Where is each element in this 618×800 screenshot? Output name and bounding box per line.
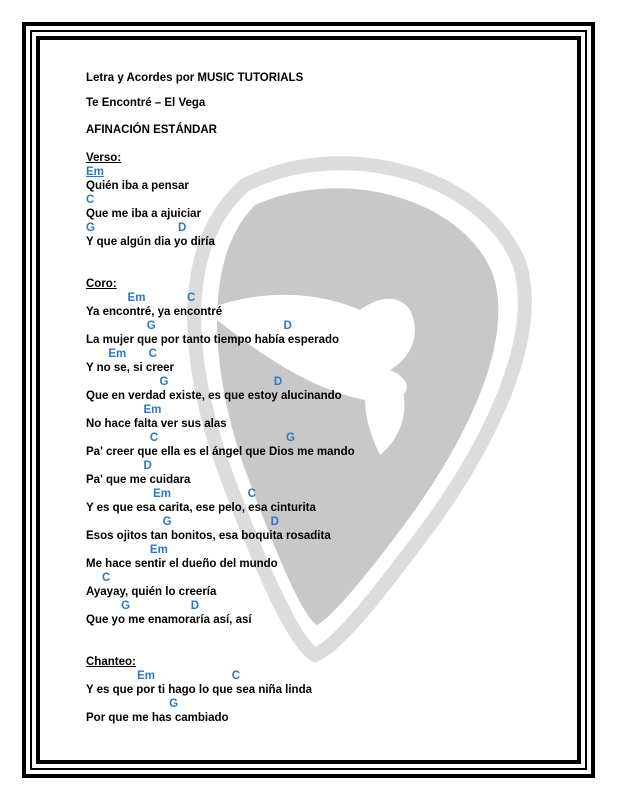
lyric-line: Me hace sentir el dueño del mundo xyxy=(86,558,278,570)
chord-line: Em C xyxy=(86,292,196,304)
verso-title: Verso: xyxy=(86,152,122,164)
chord-line: G D xyxy=(86,222,187,234)
lyric-line: Que yo me enamoraría así, así xyxy=(86,614,252,626)
chord-line: G D xyxy=(86,516,279,528)
chord-line: G D xyxy=(86,376,283,388)
chanteo-title: Chanteo: xyxy=(86,656,136,668)
chord-line: C G xyxy=(86,432,295,444)
lyric-line: La mujer que por tanto tiempo había esperado xyxy=(86,334,340,346)
chord-line: Em xyxy=(86,544,168,556)
chord-line: Em C xyxy=(86,348,157,360)
chord-line: D xyxy=(86,460,152,472)
chord-line: Em C xyxy=(86,670,241,682)
chord-line: G D xyxy=(86,320,292,332)
coro-title: Coro: xyxy=(86,278,117,290)
chord-line: Em xyxy=(86,166,104,178)
lyric-line: Que en verdad existe, es que estoy alucinando xyxy=(86,390,342,402)
lyric-line: Y es que por ti hago lo que sea niña linda xyxy=(86,684,312,696)
credit-line: Letra y Acordes por MUSIC TUTORIALS xyxy=(86,72,304,84)
chord-line: Em xyxy=(86,404,162,416)
lyric-line: Ayayay, quién lo creería xyxy=(86,586,217,598)
chord-line: G D xyxy=(86,600,200,612)
lyric-line: Quién iba a pensar xyxy=(86,180,189,192)
chord-line: C xyxy=(86,572,111,584)
lyric-line: Y que algún dia yo diría xyxy=(86,236,215,248)
lyric-line: Por que me has cambiado xyxy=(86,712,229,724)
chord-line: G xyxy=(86,698,179,710)
lyric-line: Y no se, si creer xyxy=(86,362,175,374)
lyric-line: Y es que esa carita, ese pelo, esa cinturita xyxy=(86,502,316,514)
lyric-line: Ya encontré, ya encontré xyxy=(86,306,223,318)
lyric-line: Que me iba a ajuiciar xyxy=(86,208,202,220)
lyric-line: No hace falta ver sus alas xyxy=(86,418,227,430)
chord-line: C xyxy=(86,194,95,206)
chord-line: Em C xyxy=(86,488,256,500)
song-title: Te Encontré – El Vega xyxy=(86,97,206,109)
lyric-line: Esos ojitos tan bonitos, esa boquita rosadita xyxy=(86,530,331,542)
tuning-line: AFINACIÓN ESTÁNDAR xyxy=(86,124,217,136)
lyric-line: Pa' creer que ella es el ángel que Dios me mando xyxy=(86,446,355,458)
lyric-line: Pa' que me cuidara xyxy=(86,474,191,486)
